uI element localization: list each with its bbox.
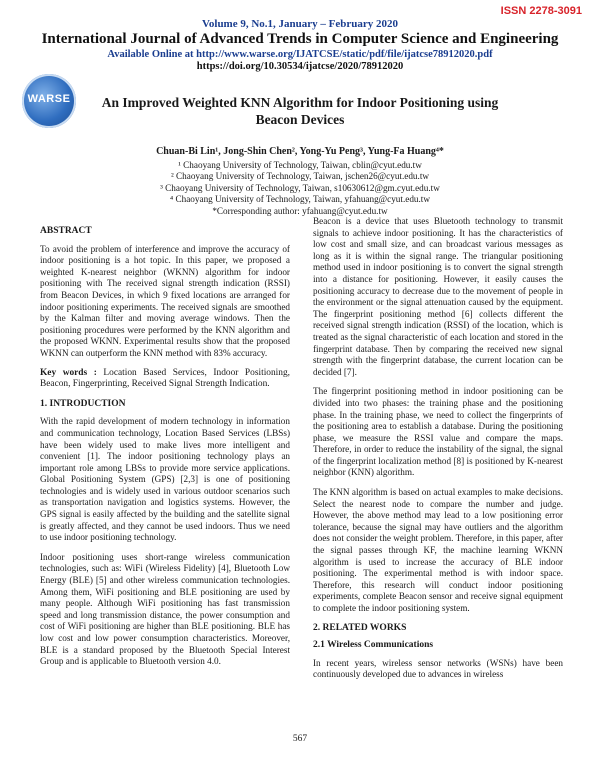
journal-title: International Journal of Advanced Trends in Computer Science and Engineering xyxy=(41,31,559,47)
beacon-paragraph: Beacon is a device that uses Bluetooth technology to transmit signals to achieve indoor positioning. It has the characteristics of low cost and small size, and can broadcast various messages as long as it is within the signal range. The triangular positioning method used in indoor positioning is to convert the signal strength into a distance for positioning. However, it easily causes the positioning accuracy to decrease due to the movement of people in the environment or the signal attenuation caused by the equipment. The fingerprint positioning method [6] collects different the received signal strength indication (RSSI) of the location, which is treated as the signal characteristic of each location and stored in the fingerprint database. Then by comparing the received new signal strength with the fingerprint database, the current location can be decided [7]. xyxy=(313,216,563,377)
keywords-text: Location Based Services, Indoor Positioning, Beacon, Fingerprinting, Received Signal Strength Indication. xyxy=(40,367,290,390)
introduction-paragraph-2: Indoor positioning uses short-range wireless communication technologies, such as: WiFi (Wireless Fidelity) [4], Bluetooth Low Energy (BLE) [5] and other wireless communication technologies. Among them, WiFi positioning and BLE positioning are used by many people. Although WiFi positioning has fast transmission speed and long transmission distance, the power consumption and cost of WiFi positioning are higher than BLE positioning. BLE has low cost and low power consumption characteristics. Moreover, BLE is a standard proposed by the Bluetooth Special Interest Group and is applicable to Bluetooth version 4.0. xyxy=(40,551,290,667)
volume-line: Volume 9, No.1, January – February 2020 xyxy=(201,18,399,30)
affiliations xyxy=(40,160,560,217)
page-number: 567 xyxy=(292,734,308,744)
affiliation-4: ⁴ Chaoyang University of Technology, Taiwan, yfahuang@cyut.edu.tw xyxy=(170,194,430,205)
left-column xyxy=(40,226,290,676)
affiliation-3: ³ Chaoyang University of Technology, Taiwan, s10630612@gm.cyut.edu.tw xyxy=(160,182,440,193)
affiliation-2: ² Chaoyang University of Technology, Taiwan, jschen26@cyut.edu.tw xyxy=(170,171,430,182)
logo-text: WARSE xyxy=(27,93,71,105)
keywords xyxy=(40,368,290,391)
fingerprint-paragraph: The fingerprint positioning method in indoor positioning can be divided into two phases: the training phase and the positioning phase. In the training phase, we need to collect the fingerprints of the positioning area to establish a database. During the positioning phase, we measure the RSSI value and compare the maps. Therefore, in order to reduce the instability of the signal, the signal of the fingerprint localization method [8] is positioned by K-nearest neighbor (KNN) algorithm. xyxy=(313,386,563,478)
journal-masthead xyxy=(40,18,560,72)
warse-logo xyxy=(22,74,76,128)
introduction-paragraph-1: With the rapid development of modern technology in information and communication technology, Location Based Services (LBSs) have been widely used to make lives more intelligent and convenient [1]. The indoor positioning technology plays an important role among LBSs to provide more service applications. Global Positioning System (GPS) [2,3] is one of positioning technologies and is widely used in various outdoor scenarios such as transportation navigation and logistics systems. However, the GPS signal is easily affected by the building and the satellite signal is greatly affected, and they cannot be used indoors. Thus we need to use indoor positioning technology. xyxy=(40,416,290,543)
available-online-link[interactable]: Available Online at http://www.warse.org/IJATCSE/static/pdf/file/ijatcse78912020.pdf xyxy=(107,49,493,60)
paper-title: An Improved Weighted KNN Algorithm for Indoor Positioning using Beacon Devices xyxy=(101,95,499,127)
right-column xyxy=(313,216,563,689)
abstract-heading: ABSTRACT xyxy=(40,226,92,236)
wireless-communications-heading: 2.1 Wireless Communications xyxy=(313,640,434,651)
authors: Chuan-Bi Lin¹, Jong-Shin Chen², Yong-Yu Peng³, Yung-Fa Huang⁴* xyxy=(156,146,444,157)
related-works-heading: 2. RELATED WORKS xyxy=(313,622,407,633)
issn: ISSN 2278-3091 xyxy=(500,5,582,17)
introduction-heading: 1. INTRODUCTION xyxy=(40,398,126,409)
affiliation-1: ¹ Chaoyang University of Technology, Taiwan, cblin@cyut.edu.tw xyxy=(178,160,422,170)
abstract-text: To avoid the problem of interference and improve the accuracy of indoor positioning is a hot topic. In this paper, we proposed a weighted K-nearest neighbor (WKNN) algorithm for indoor positioning with The received signal strength indication (RSSI) from Beacon Devices, in which 9 fixed locations are arranged for indoor positioning experiments. The received signals are smoothed by the Kalman filter and moving average windows. Then the positioning procedures were performed by the KNN algorithm and the proposed WKNN. Experimental results show that the proposed WKNN can outperform the KNN method with 83% accuracy. xyxy=(40,243,290,358)
doi-link[interactable]: https://doi.org/10.30534/ijatcse/2020/78912020 xyxy=(196,61,404,72)
wireless-paragraph: In recent years, wireless sensor networks (WSNs) have been continuously developed due to advances in wireless xyxy=(313,657,563,680)
corresponding-author: *Corresponding author: yfahuang@cyut.edu.tw xyxy=(212,205,388,216)
knn-paragraph: The KNN algorithm is based on actual examples to make decisions. Select the nearest node to compare the number and judge. However, the above method may lead to a low positioning error tolerance, because the signal may have outliers and the algorithm does not consider the weight problem. Therefore, in this paper, after the signal passes through KF, the machine learning WKNN algorithm is used to increase the accuracy of BLE indoor positioning. The experimental method is with indoor space. Therefore, this research will conduct indoor positioning experiments, complete Beacon sensor and receive signal equipment to complete the indoor positioning system. xyxy=(313,487,563,613)
keywords-label: Key words : xyxy=(40,367,97,378)
